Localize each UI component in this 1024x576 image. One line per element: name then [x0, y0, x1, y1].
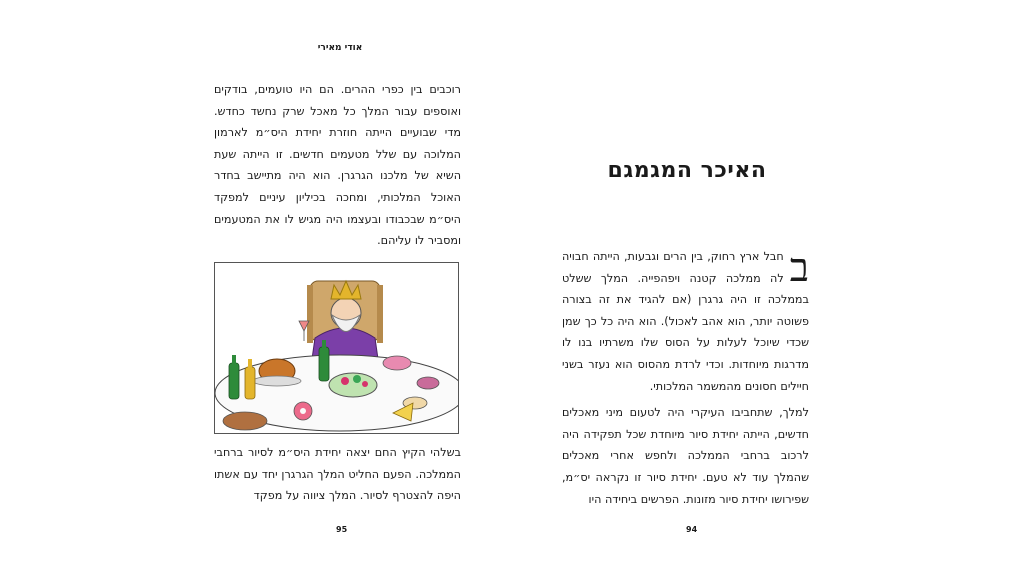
salad-bowl: [329, 373, 377, 397]
page-number-right: 94: [686, 525, 698, 534]
left-page: [150, 0, 512, 576]
page-number-left: 95: [336, 525, 348, 534]
right-text-block: [562, 246, 809, 510]
paragraph-1-text: חבל ארץ רחוק, בין הרים וגבעות, הייתה חבויה לה ממלכה קטנה ויפהפייה. המלך ששלט בממלכה זו היה גרגרן (אם להגיד את זה בצורה פשוטה יותר, הוא אהב לאכול). הוא היה כל כך שמן שכדי שיוכל לעלות על הסוס שלו משרתיו בנו לו מדרגות מיוחדות. וכדי לרדת מהסוס הוא נעזר בשני חיילים חסונים מהמשמר המלכותי.: [562, 250, 809, 393]
bottle: [319, 347, 329, 381]
king-feast-illustration: [214, 262, 459, 434]
drop-cap: ב: [789, 245, 809, 291]
left-paragraph-top: רוכבים בין כפרי ההרים. הם היו טועמים, בודקים ואוספים עבור המלך כל מאכל שרק נחשד כחדש. מדי שבועיים הייתה חוזרת יחידת היס״מ לארמון המלוכה עם שלל מטעמים חדשים. זו הייתה שעת השיא של מלכנו הגרגרן. הוא היה מתיישב בחדר האוכל המלכותי, ומחכה בכיליון עיניים למפקד היס״מ שבכבודו ובעצמו היה מגיש לו את המטעמים ומסביר לו עליהם.: [214, 83, 461, 248]
chapter-title: האיכר המגמגם: [607, 158, 767, 183]
bottle: [245, 367, 255, 399]
left-paragraph-bottom: בשלהי הקיץ החם יצאה יחידת היס״מ לסיור ברחבי הממלכה. הפעם החליט המלך הגרגרן יחד עם אשתו היפה להצטרף לסיור. המלך ציווה על מפקד: [214, 446, 461, 503]
paragraph-2: למלך, שתחביבו העיקרי היה לטעום מיני מאכלים חדשים, הייתה יחידת סיור מיוחדת שכל תפקידה היה לרכוב ברחבי הממלכה ולחפש אחרי מאכלים שהמלך עוד לא טעם. יחידת סיור זו נקראה יס״מ, שפירושו יחידת סיור מזונות. הפרשים ביחידה היו: [562, 406, 809, 506]
bottle: [229, 363, 239, 399]
paragraph-1: [562, 246, 809, 397]
right-page: [512, 0, 874, 576]
cake: [383, 356, 411, 370]
running-head: אודי מאירי: [317, 43, 363, 53]
